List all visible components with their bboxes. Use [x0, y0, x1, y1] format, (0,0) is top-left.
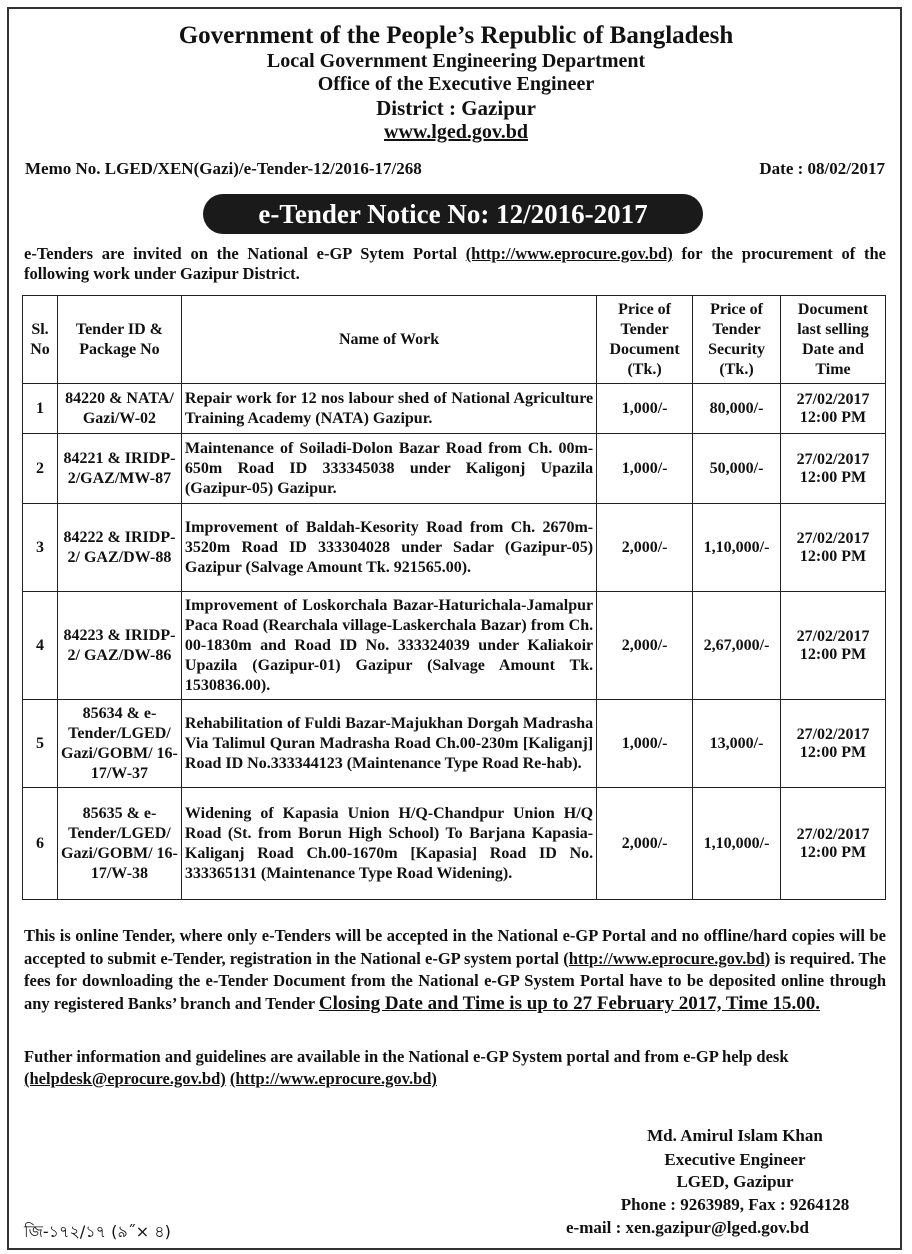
- cell-tender-id: 84221 & IRIDP- 2/GAZ/MW-87: [57, 434, 181, 504]
- cell-date: 27/02/2017: [796, 529, 870, 547]
- col-header-name-of-work: Name of Work: [181, 296, 596, 384]
- cell-document-price: 2,000/-: [597, 504, 693, 592]
- cell-time: 12:00 PM: [799, 645, 867, 663]
- cell-last-selling: [781, 434, 886, 504]
- cell-document-price: 2,000/-: [597, 788, 693, 900]
- notice-title: e-Tender Notice No: 12/2016-2017: [203, 194, 703, 234]
- cell-tender-id: 84223 & IRIDP-2/ GAZ/DW-86: [57, 592, 181, 700]
- cell-security-price: 80,000/-: [693, 384, 781, 434]
- intro-text-before: e-Tenders are invited on the National e-GP Sytem Portal: [24, 244, 466, 263]
- signatory-office: LGED, Gazipur: [676, 1172, 794, 1191]
- header-department: Local Government Engineering Department: [266, 50, 646, 72]
- table-row: [23, 788, 886, 900]
- signatory-name: Md. Amirul Islam Khan: [647, 1126, 823, 1145]
- cell-name-of-work: Rehabilitation of Fuldi Bazar-Majukhan Dorgah Madrasha Via Talimul Quran Madrasha Road Ch.00-230m [Kaliganj] Road ID No.333344123 (Maintenance Type Road Re-hab).: [181, 700, 596, 788]
- body1-text-2: is required. The fees for downloading the e-Tender Document from the National e-GP System Portal have to be deposited online through any registered Banks’ branch and Tender: [24, 948, 886, 1013]
- table-row: [23, 384, 886, 434]
- cell-tender-id: 84222 & IRIDP-2/ GAZ/DW-88: [57, 504, 181, 592]
- intro-paragraph: [24, 244, 886, 284]
- cell-security-price: 50,000/-: [693, 434, 781, 504]
- cell-name-of-work: Maintenance of Soiladi-Dolon Bazar Road from Ch. 00m-650m Road ID 333345038 under Kaligonj Upazila (Gazipur-05) Gazipur.: [181, 434, 596, 504]
- col-header-last-selling-date: Document last selling Date and Time: [781, 296, 886, 384]
- table-row: [23, 700, 886, 788]
- cell-document-price: 2,000/-: [597, 592, 693, 700]
- cell-document-price: 1,000/-: [597, 700, 693, 788]
- col-header-document-price: Price of Tender Document (Tk.): [597, 296, 693, 384]
- cell-date: 27/02/2017: [796, 627, 870, 645]
- col-header-security-price: Price of Tender Security (Tk.): [693, 296, 781, 384]
- cell-document-price: 1,000/-: [597, 384, 693, 434]
- cell-name-of-work: Repair work for 12 nos labour shed of National Agriculture Training Academy (NATA) Gazipur.: [181, 384, 596, 434]
- intro-text-after: for the procurement of the following work under Gazipur District.: [24, 244, 886, 283]
- cell-last-selling: [781, 700, 886, 788]
- cell-sl: 3: [23, 504, 58, 592]
- cell-document-price: 1,000/-: [597, 434, 693, 504]
- header-website-link[interactable]: www.lged.gov.bd: [384, 121, 528, 143]
- cell-tender-id: 84220 & NATA/ Gazi/W-02: [57, 384, 181, 434]
- online-tender-paragraph: [24, 925, 886, 1015]
- helpdesk-email-link[interactable]: (helpdesk@eprocure.gov.bd): [24, 1069, 226, 1088]
- further-info-paragraph: [24, 1046, 886, 1090]
- eprocure-link[interactable]: (http://www.eprocure.gov.bd): [563, 948, 771, 968]
- signatory-phone: Phone : 9263989, Fax : 9264128: [620, 1195, 850, 1214]
- cell-last-selling: [781, 592, 886, 700]
- cell-sl: 2: [23, 434, 58, 504]
- cell-name-of-work: Improvement of Baldah-Kesority Road from Ch. 2670m-3520m Road ID 333304028 under Sadar (Gazipur-05) Gazipur (Salvage Amount Tk. 921565.00).: [181, 504, 596, 592]
- cell-date: 27/02/2017: [796, 725, 870, 743]
- cell-tender-id: 85634 & e- Tender/LGED/ Gazi/GOBM/ 16-17/W-37: [57, 700, 181, 788]
- cell-time: 12:00 PM: [799, 843, 867, 861]
- cell-last-selling: [781, 384, 886, 434]
- cell-last-selling: [781, 504, 886, 592]
- reference-code: জি-১৭২/১৭ (৯˝× ৪): [24, 1222, 171, 1241]
- col-header-sl: Sl. No: [23, 296, 58, 384]
- cell-date: 27/02/2017: [796, 825, 870, 843]
- col-header-tender-id: Tender ID & Package No: [57, 296, 181, 384]
- cell-date: 27/02/2017: [796, 390, 870, 408]
- table-row: [23, 434, 886, 504]
- cell-date: 27/02/2017: [796, 450, 870, 468]
- cell-tender-id: 85635 & e- Tender/LGED/ Gazi/GOBM/ 16-17/W-38: [57, 788, 181, 900]
- cell-sl: 1: [23, 384, 58, 434]
- cell-security-price: 13,000/-: [693, 700, 781, 788]
- notice-date: Date : 08/02/2017: [759, 159, 885, 178]
- cell-security-price: 2,67,000/-: [693, 592, 781, 700]
- cell-sl: 6: [23, 788, 58, 900]
- header-office: Office of the Executive Engineer: [317, 73, 595, 95]
- body2-text: Futher information and guidelines are available in the National e-GP System portal and from e-GP help desk: [24, 1047, 789, 1066]
- eprocure-link[interactable]: (http://www.eprocure.gov.bd): [465, 244, 673, 263]
- table-row: [23, 592, 886, 700]
- cell-name-of-work: Widening of Kapasia Union H/Q-Chandpur Union H/Q Road (St. from Borun High School) To Barjana Kapasia-Kaliganj Road Ch.00-1670m [Kapasia] Road ID No. 333365131 (Maintenance Type Road Widening).: [181, 788, 596, 900]
- header-government: Government of the People’s Republic of Bangladesh: [178, 22, 734, 49]
- signatory-title: Executive Engineer: [664, 1150, 806, 1169]
- eprocure-link[interactable]: (http://www.eprocure.gov.bd): [229, 1069, 437, 1088]
- cell-time: 12:00 PM: [799, 468, 867, 486]
- cell-security-price: 1,10,000/-: [693, 788, 781, 900]
- header-district: District : Gazipur: [376, 96, 536, 120]
- memo-number: Memo No. LGED/XEN(Gazi)/e-Tender-12/2016-17/268: [25, 159, 422, 178]
- signatory-email: e-mail : xen.gazipur@lged.gov.bd: [566, 1218, 809, 1237]
- cell-time: 12:00 PM: [799, 743, 867, 761]
- cell-sl: 4: [23, 592, 58, 700]
- table-row: [23, 504, 886, 592]
- cell-name-of-work: Improvement of Loskorchala Bazar-Haturichala-Jamalpur Paca Road (Rearchala village-Laskerchala Bazar) from Ch. 00-1830m and Road ID No. 333324039 under Kaliakoir Upazila (Gazipur-01) Gazipur (Salvage Amount Tk. 1530836.00).: [181, 592, 596, 700]
- table-header-row: [23, 296, 886, 384]
- cell-time: 12:00 PM: [799, 547, 867, 565]
- tender-table: [22, 295, 886, 900]
- cell-time: 12:00 PM: [799, 408, 867, 426]
- cell-sl: 5: [23, 700, 58, 788]
- closing-date-text: Closing Date and Time is up to 27 February 2017, Time 15.00.: [318, 992, 821, 1014]
- cell-last-selling: [781, 788, 886, 900]
- cell-security-price: 1,10,000/-: [693, 504, 781, 592]
- body1-text-1: This is online Tender, where only e-Tenders will be accepted in the National e-GP Portal and no offline/hard copies will be accepted to submit e-Tender, registration in the National e-GP system portal: [24, 926, 886, 968]
